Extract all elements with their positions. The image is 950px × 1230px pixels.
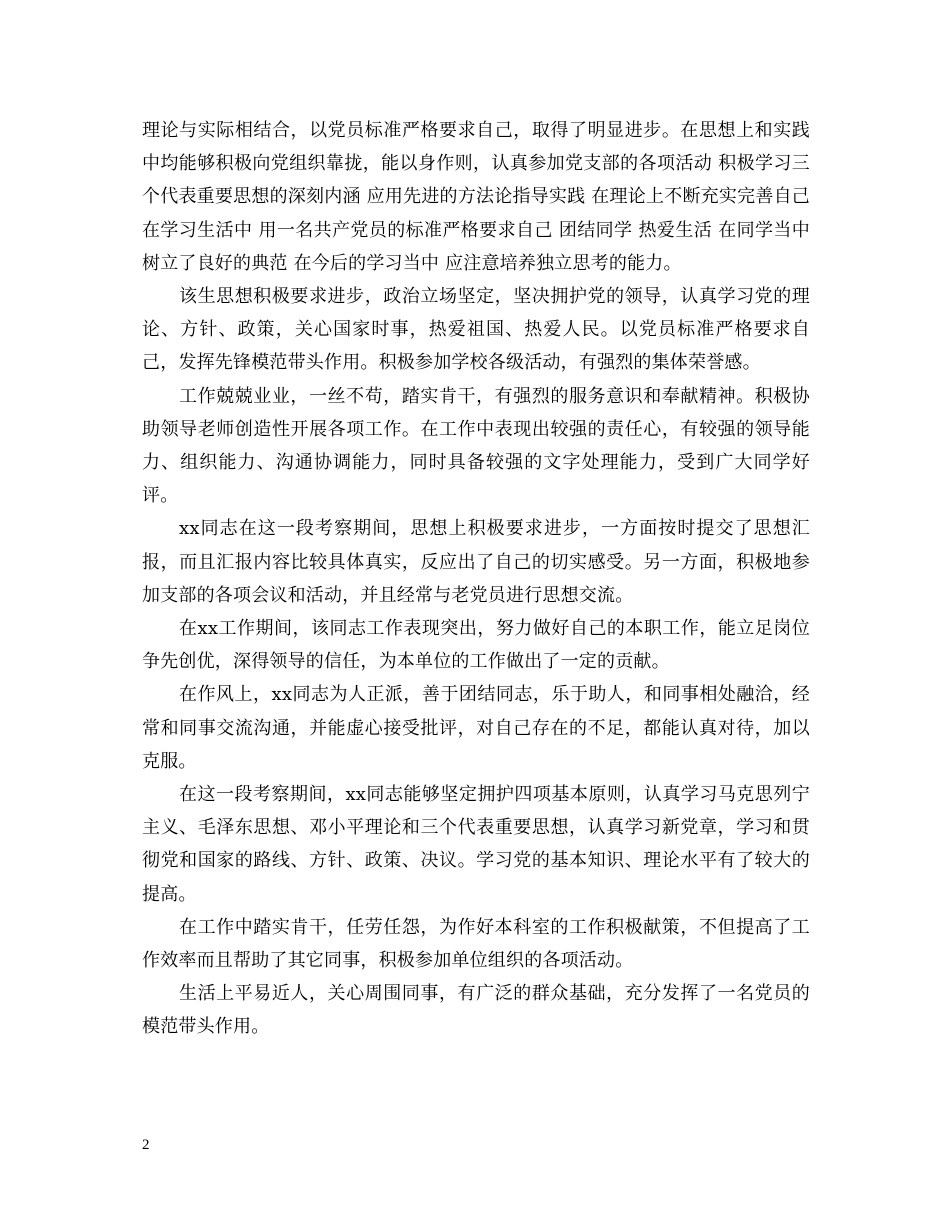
- paragraph-6: 在作风上，xx同志为人正派，善于团结同志，乐于助人，和同事相处融洽，经常和同事交流沟通，并能虚心接受批评，对自己存在的不足，都能认真对待，加以克服。: [142, 684, 810, 772]
- page-number: 2: [142, 1137, 150, 1153]
- paragraph-1: 理论与实际相结合，以党员标准严格要求自己，取得了明显进步。在思想上和实践中均能够积极向党组织靠拢，能以身作则，认真参加党支部的各项活动 积极学习三个代表重要思想的深刻内涵 应用先进的方法论指导实践 在理论上不断充实完善自己 在学习生活中 用一名共产党员的标准严格要求自己 团结同学 热爱生活 在同学当中树立了良好的典范 在今后的学习当中 应注意培养独立思考的能力。: [142, 120, 810, 274]
- paragraph-8: 在工作中踏实肯干，任劳任怨，为作好本科室的工作积极献策，不但提高了工作效率而且帮助了其它同事，积极参加单位组织的各项活动。: [142, 916, 810, 972]
- paragraph-9: 生活上平易近人，关心周围同事，有广泛的群众基础，充分发挥了一名党员的模范带头作用。: [142, 983, 810, 1038]
- paragraph-7: 在这一段考察期间，xx同志能够坚定拥护四项基本原则，认真学习马克思列宁主义、毛泽东思想、邓小平理论和三个代表重要思想，认真学习新党章，学习和贯彻党和国家的路线、方针、政策、决议。学习党的基本知识、理论水平有了较大的提高。: [142, 784, 810, 905]
- paragraph-5: 在xx工作期间，该同志工作表现突出，努力做好自己的本职工作，能立足岗位争先创优，深得领导的信任，为本单位的工作做出了一定的贡献。: [142, 618, 810, 673]
- paragraph-2: 该生思想积极要求进步，政治立场坚定，坚决拥护党的领导，认真学习党的理论、方针、政策，关心国家时事，热爱祖国、热爱人民。以党员标准严格要求自己，发挥先锋模范带头作用。积极参加学校各级活动，有强烈的集体荣誉感。: [142, 286, 810, 374]
- paragraph-4: xx同志在这一段考察期间，思想上积极要求进步，一方面按时提交了思想汇报，而且汇报内容比较具体真实，反应出了自己的切实感受。另一方面，积极地参加支部的各项会议和活动，并且经常与老党员进行思想交流。: [142, 518, 810, 606]
- paragraph-3: 工作兢兢业业，一丝不苟，踏实肯干，有强烈的服务意识和奉献精神。积极协助领导老师创造性开展各项工作。在工作中表现出较强的责任心，有较强的领导能力、组织能力、沟通协调能力，同时具备较强的文字处理能力，受到广大同学好评。: [142, 385, 810, 507]
- document-body: [142, 114, 810, 1044]
